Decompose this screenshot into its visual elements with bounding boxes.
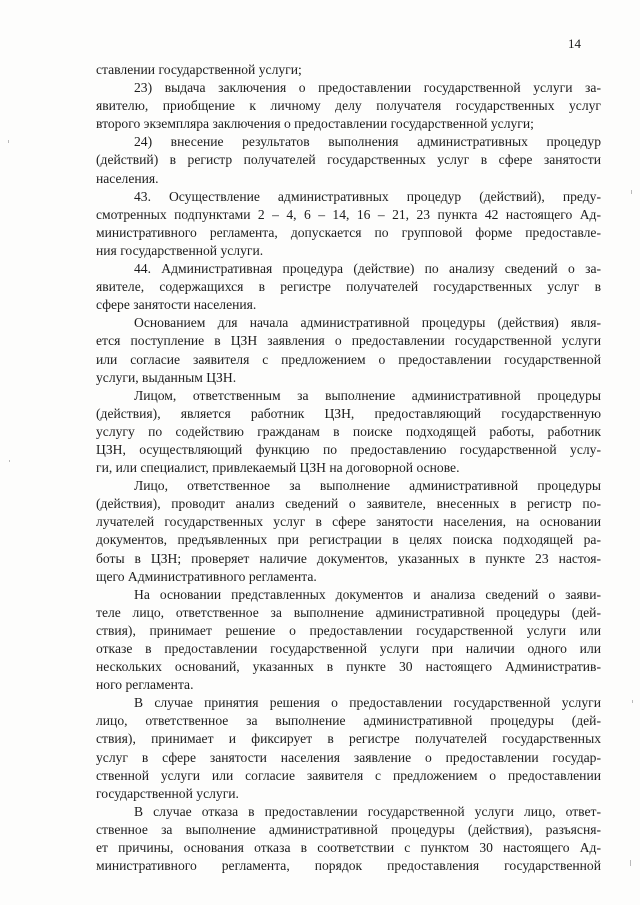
text-line: ет причины, основания отказа в соответствии с пунктом 30 настоящего Ад-: [96, 840, 601, 856]
text-line: ЦЗН, осуществляющий функцию по предоставлению государственной услу-: [96, 441, 601, 457]
text-line: услуг в сфере занятости населения заявление о предоставлении государ-: [96, 749, 601, 765]
scan-speck: [632, 700, 633, 703]
text-line: 24) внесение результатов выполнения административных процедур: [134, 134, 601, 150]
text-line: документов, предъявленных при регистрации в целях поиска подходящей ра-: [96, 532, 601, 548]
text-line: населения.: [96, 170, 159, 186]
scan-speck: [8, 140, 9, 143]
text-line: ги, или специалист, привлекаемый ЦЗН на договорной основе.: [96, 460, 460, 476]
text-line: второго экземпляра заключения о предоставлении государственной услуги;: [96, 116, 534, 132]
text-line: ния государственной услуги.: [96, 242, 264, 258]
text-line: министративного регламента, допускается по групповой форме предоставле-: [96, 224, 601, 240]
paragraph: [96, 694, 601, 803]
text-line: На основании представленных документов и анализа сведений о заяви-: [134, 586, 601, 602]
paragraph: [96, 387, 601, 477]
text-line: 43. Осуществление административных процедур (действий), преду-: [134, 188, 601, 204]
text-line: Основанием для начала административной процедуры (действия) явля-: [134, 315, 601, 331]
text-line: (действия), является работник ЦЗН, предоставляющий государственную: [96, 405, 601, 421]
text-line: нескольких оснований, указанных в пункте 30 настоящего Административ-: [96, 659, 601, 675]
text-line: В случае принятия решения о предоставлении государственной услуги: [134, 695, 601, 711]
document-body: [96, 61, 601, 875]
text-line: ствия), принимает решение о предоставлении государственной услуги или: [96, 622, 601, 638]
text-line: ственное за выполнение административной процедуры (действия), разъясня-: [96, 821, 601, 837]
paragraph: [96, 314, 601, 386]
text-line: (действия), проводит анализ сведений о заявителе, внесенных в регистр по-: [96, 496, 601, 512]
text-line: 44. Административная процедура (действие) по анализу сведений о за-: [134, 261, 601, 277]
text-line: услугу по содействию гражданам в поиске подходящей работы, работник: [96, 423, 601, 439]
paragraph: [96, 260, 601, 314]
text-line: Лицо, ответственное за выполнение административной процедуры: [134, 478, 601, 494]
text-line: 23) выдача заключения о предоставлении государственной услуги за-: [134, 80, 601, 96]
paragraph: [96, 133, 601, 187]
text-line: лицо, ответственное за выполнение административной процедуры (дей-: [96, 713, 601, 729]
paragraph: [96, 803, 601, 875]
paragraph: [96, 79, 601, 133]
scan-speck: [631, 190, 632, 194]
text-line: или согласие заявителя с предложением о предоставлении государственной: [96, 351, 601, 367]
text-line: (действий) в регистр получателей государственных услуг в сфере занятости: [96, 152, 601, 168]
text-line: ствия), принимает и фиксирует в регистре получателей государственных: [96, 731, 601, 747]
paragraph: [96, 477, 601, 586]
text-line: Лицом, ответственным за выполнение административной процедуры: [134, 387, 601, 403]
paragraph: [96, 586, 601, 695]
text-line: ется поступление в ЦЗН заявления о предоставлении государственной услуги: [96, 333, 601, 349]
scan-speck: [9, 460, 10, 462]
text-line: ного регламента.: [96, 677, 194, 693]
scan-speck: [630, 860, 631, 866]
text-line: теле лицо, ответственное за выполнение административной процедуры (дей-: [96, 604, 601, 620]
text-line: явителе, содержащихся в регистре получателей государственных услуг в: [96, 279, 601, 295]
text-line: смотренных подпунктами 2 – 4, 6 – 14, 16 – 21, 23 пункта 42 настоящего Ад-: [96, 206, 601, 222]
text-line: ставлении государственной услуги;: [96, 62, 302, 77]
paragraph: [96, 188, 601, 260]
text-line: сфере занятости населения.: [96, 297, 257, 313]
text-line: государственной услуги.: [96, 785, 239, 801]
text-line: ственной услуги или согласие заявителя с предложением о предоставлении: [96, 767, 601, 783]
text-line: услуги, выданным ЦЗН.: [96, 369, 237, 385]
text-line: лучателей государственных услуг в сфере занятости населения, на основании: [96, 514, 601, 530]
text-line: отказе в предоставлении государственной услуги при наличии одного или: [96, 641, 601, 656]
paragraph: [96, 61, 601, 79]
text-line: боты в ЦЗН; проверяет наличие документов, указанных в пункте 23 настоя-: [96, 550, 601, 566]
text-line: щего Административного регламента.: [96, 568, 317, 584]
page-number: 14: [568, 36, 581, 51]
text-line: министративного регламента, порядок предоставления государственной: [96, 858, 601, 874]
text-line: явителю, приобщение к личному делу получателя государственных услуг: [96, 98, 601, 114]
text-line: В случае отказа в предоставлении государственной услуги лицо, ответ-: [134, 803, 601, 819]
